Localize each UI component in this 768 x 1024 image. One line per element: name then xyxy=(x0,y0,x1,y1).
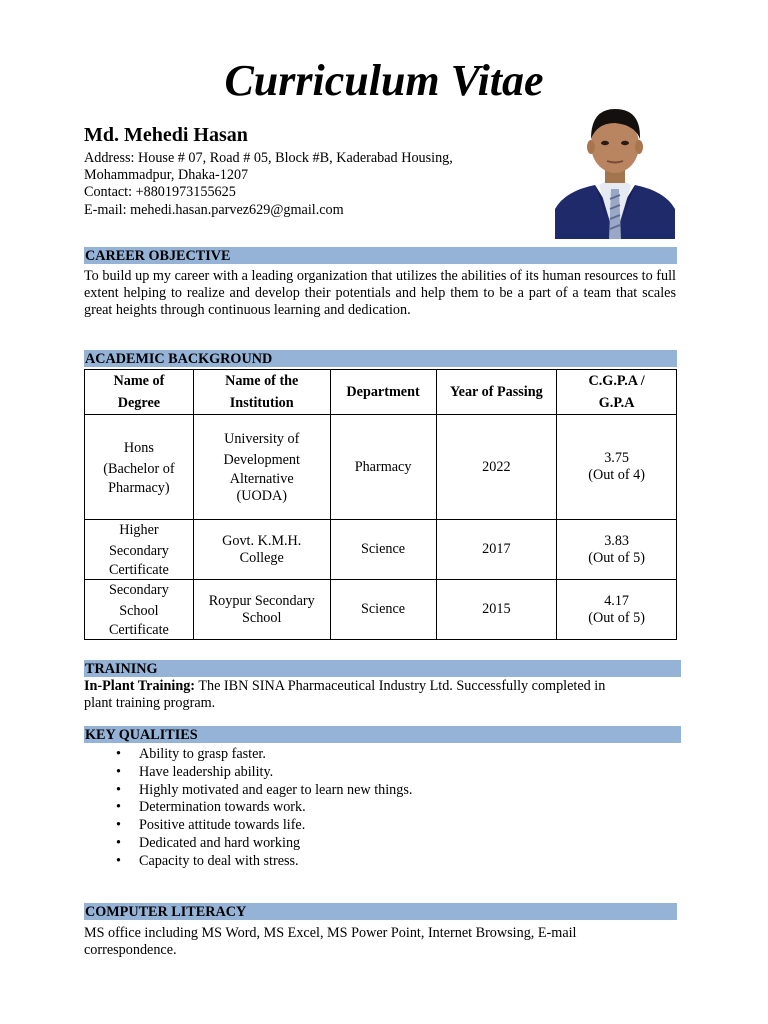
institution-cell: University of Development Alternative (UODA) xyxy=(193,415,330,520)
col-gpa: C.G.P.A / G.P.A xyxy=(557,370,677,415)
contact-email: E-mail: mehedi.hasan.parvez629@gmail.com xyxy=(84,201,344,218)
bullet-icon: • xyxy=(116,852,121,869)
list-item: • Ability to grasp faster. xyxy=(116,746,266,762)
training-text-line-2: plant training program. xyxy=(84,695,216,712)
bullet-icon: • xyxy=(116,763,121,780)
training-heading: TRAINING xyxy=(84,660,681,677)
list-item: • Highly motivated and eager to learn new things. xyxy=(116,781,413,798)
candidate-name: Md. Mehedi Hasan xyxy=(84,124,248,146)
year-cell: 2022 xyxy=(436,415,557,520)
gpa-cell: 3.83 (Out of 5) xyxy=(557,520,677,580)
career-objective-text: To build up my career with a leading organization that utilizes the abilities of its human resources to full extent helping to realize and develop their potentials and help them to be a part of a team that scales great heights through continuous learning and dedication. xyxy=(84,268,676,319)
department-cell: Science xyxy=(330,520,436,580)
bullet-icon: • xyxy=(116,834,121,851)
bullet-icon: • xyxy=(116,781,121,798)
gpa-cell: 4.17 (Out of 5) xyxy=(557,580,677,640)
col-department: Department xyxy=(330,370,436,415)
table-row xyxy=(85,580,677,640)
gpa-cell: 3.75 (Out of 4) xyxy=(557,415,677,520)
training-text xyxy=(84,678,684,712)
institution-cell: Roypur Secondary School xyxy=(193,580,330,640)
profile-photo-icon xyxy=(555,99,675,239)
training-label: In-Plant Training: xyxy=(84,678,196,694)
degree-cell: Hons (Bachelor of Pharmacy) xyxy=(85,415,194,520)
department-cell: Pharmacy xyxy=(330,415,436,520)
col-degree: Name of Degree xyxy=(85,370,194,415)
list-item: • Capacity to deal with stress. xyxy=(116,852,299,869)
bullet-icon: • xyxy=(116,799,121,816)
col-institution: Name of the Institution xyxy=(193,370,330,415)
career-objective-heading: CAREER OBJECTIVE xyxy=(84,247,677,264)
table-row xyxy=(85,520,677,580)
list-item: • Positive attitude towards life. xyxy=(116,817,306,834)
contact-block xyxy=(84,150,453,219)
bullet-icon: • xyxy=(116,817,121,834)
bullet-icon: • xyxy=(116,746,121,762)
address-line-2: Mohammadpur, Dhaka-1207 xyxy=(84,167,249,184)
list-item: • Dedicated and hard working xyxy=(116,834,301,851)
computer-literacy-line-1: MS office including MS Word, MS Excel, MS Power Point, Internet Browsing, E-mail xyxy=(84,925,577,941)
academic-table xyxy=(84,369,677,640)
table-header-row xyxy=(85,370,677,415)
contact-phone: Contact: +8801973155625 xyxy=(84,184,236,201)
computer-literacy-line-2: correspondence. xyxy=(84,942,177,959)
computer-literacy-heading: COMPUTER LITERACY xyxy=(84,903,677,920)
degree-cell: Secondary School Certificate xyxy=(85,580,194,640)
degree-cell: Higher Secondary Certificate xyxy=(85,520,194,580)
col-year: Year of Passing xyxy=(436,370,557,415)
list-item: • Have leadership ability. xyxy=(116,763,274,780)
computer-literacy-text xyxy=(84,925,684,959)
institution-cell: Govt. K.M.H. College xyxy=(193,520,330,580)
key-qualities-list xyxy=(84,746,412,871)
address-line-1: Address: House # 07, Road # 05, Block #B, Kaderabad Housing, xyxy=(84,150,453,166)
year-cell: 2017 xyxy=(436,520,557,580)
academic-background-heading: ACADEMIC BACKGROUND xyxy=(84,350,677,367)
key-qualities-heading: KEY QUALITIES xyxy=(84,726,681,743)
year-cell: 2015 xyxy=(436,580,557,640)
department-cell: Science xyxy=(330,580,436,640)
training-text-line-1: The IBN SINA Pharmaceutical Industry Ltd. Successfully completed in xyxy=(195,678,606,694)
page-title: Curriculum Vitae xyxy=(224,56,544,105)
profile-photo xyxy=(555,99,675,239)
table-row xyxy=(85,415,677,520)
list-item: • Determination towards work. xyxy=(116,799,306,816)
